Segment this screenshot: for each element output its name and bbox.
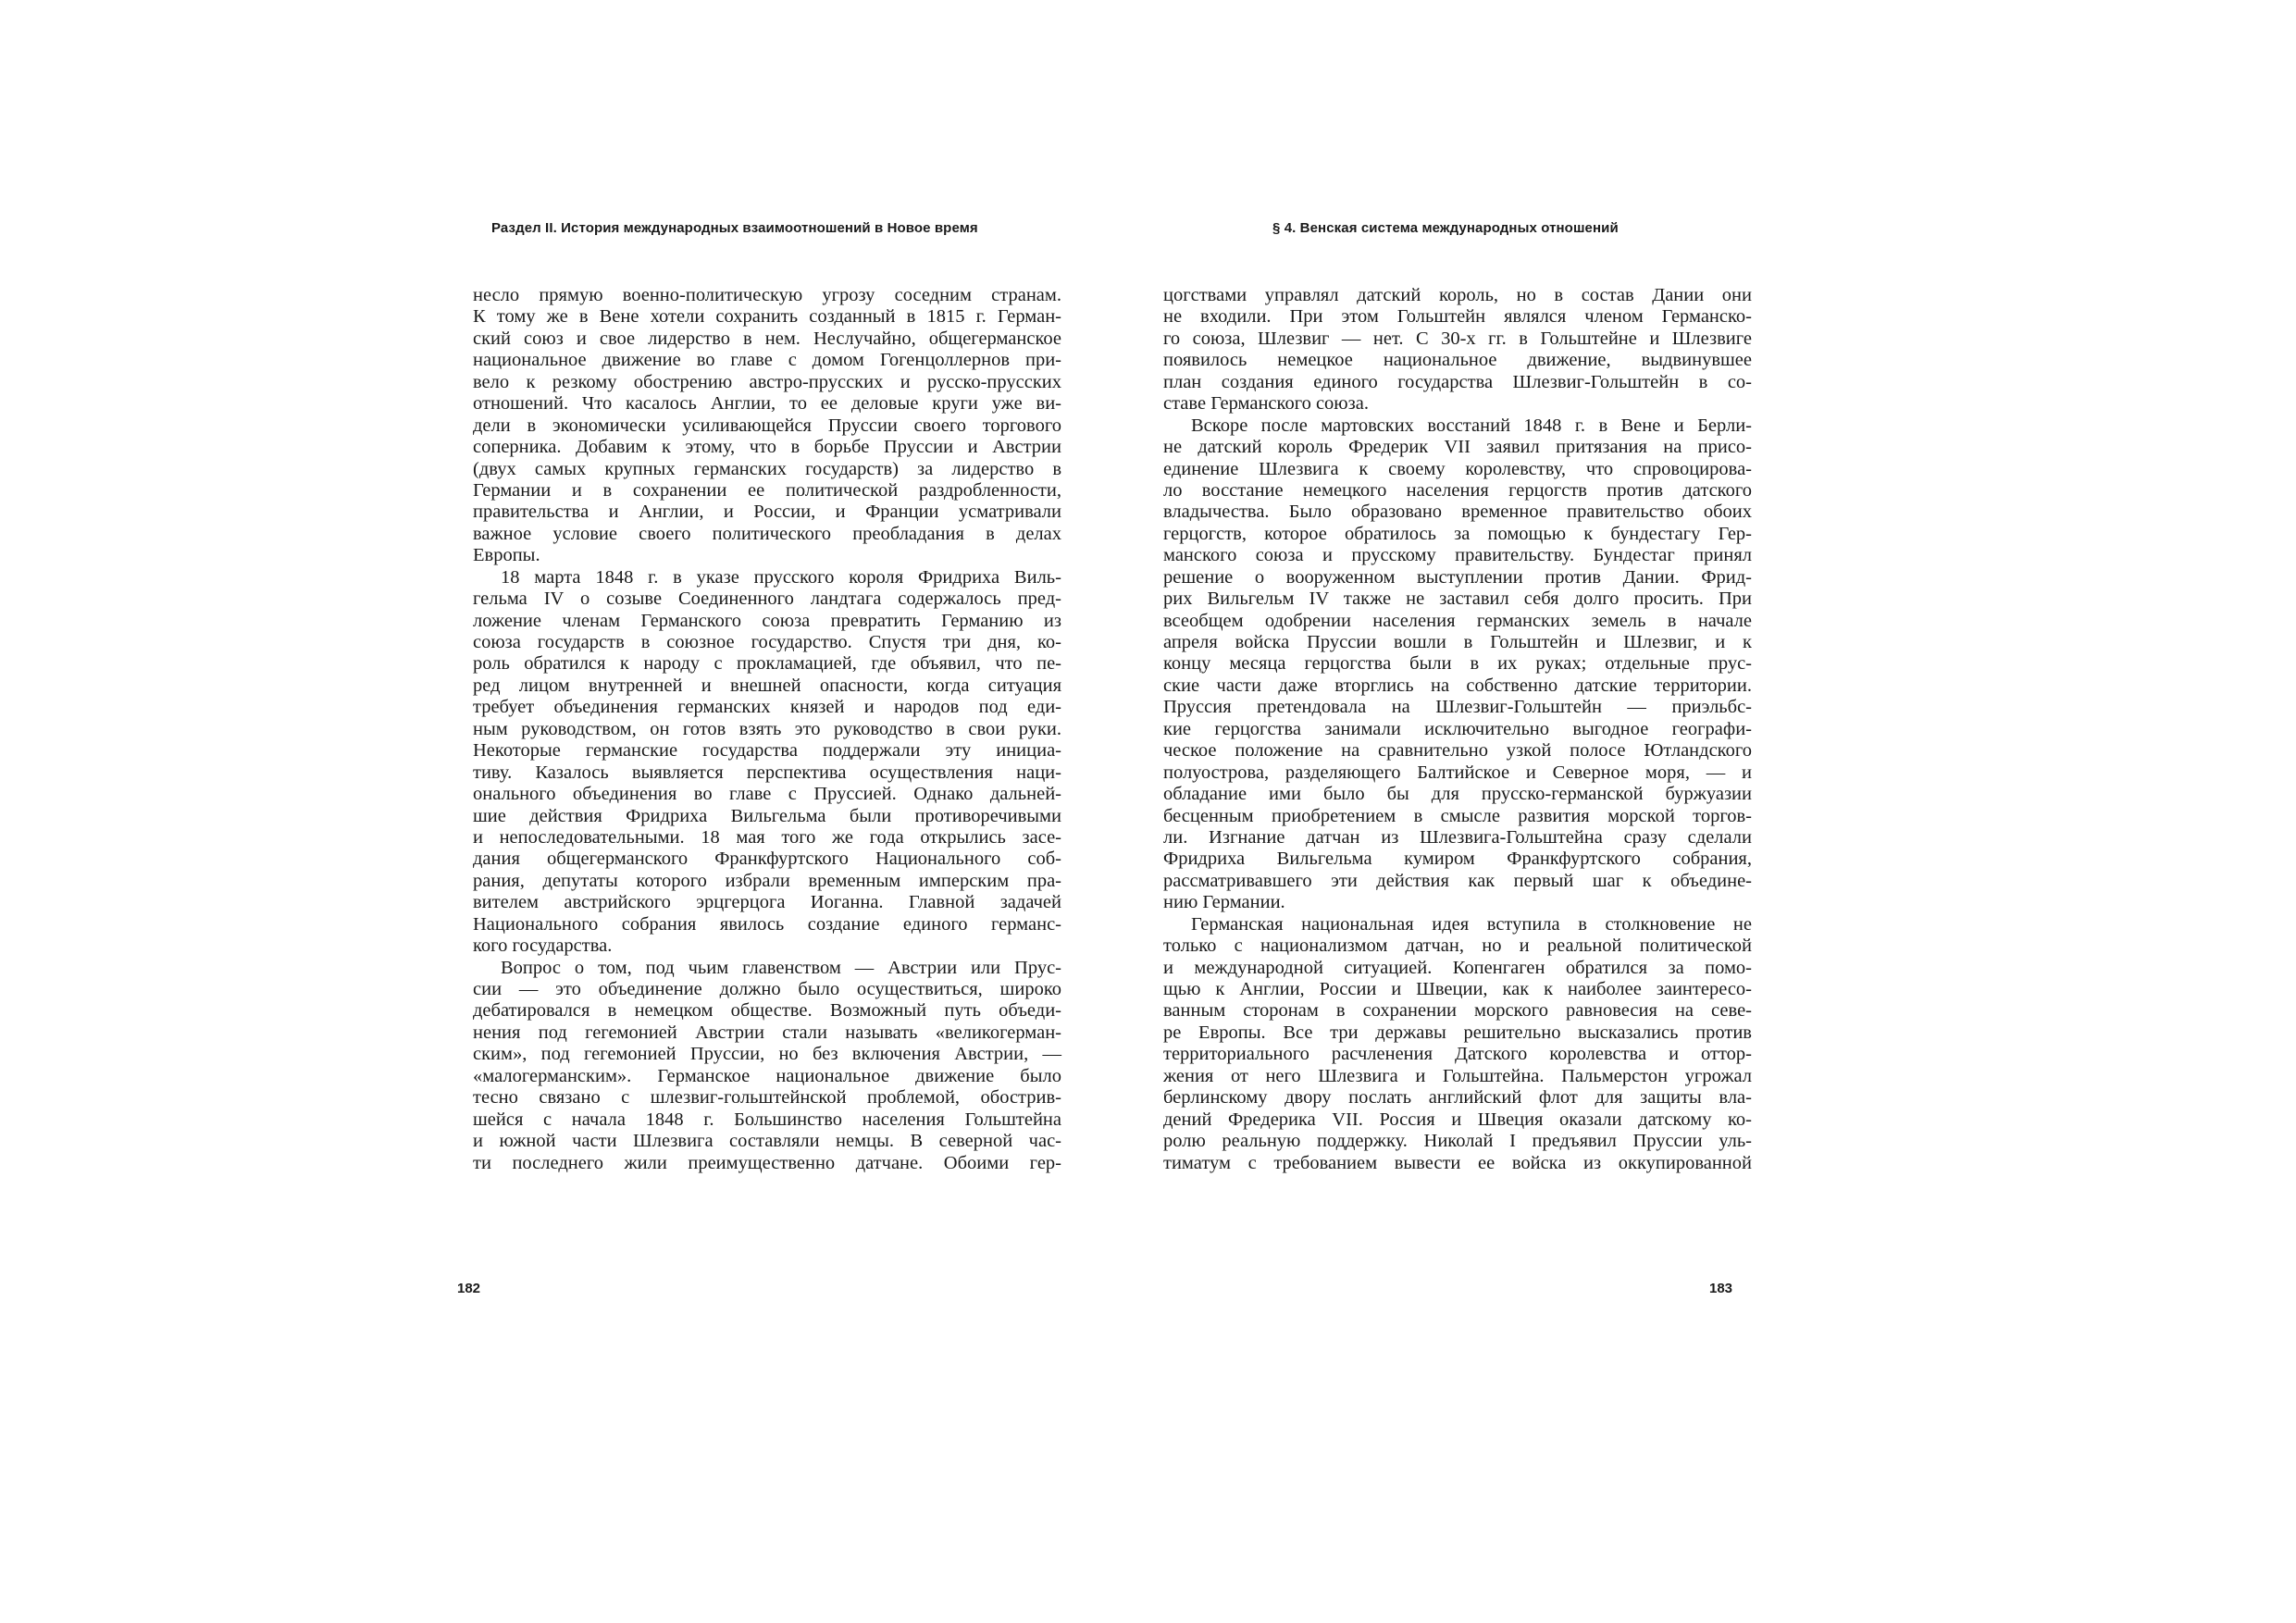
text-line: Германии и в сохранении ее политической раздробленности, — [473, 479, 1061, 501]
text-line: ский союз и свое лидерство в нем. Неслучайно, общегерманское — [473, 328, 1061, 349]
text-line: рассматривавшего эти действия как первый шаг к объедине- — [1163, 870, 1752, 891]
text-line: ли. Изгнание датчан из Шлезвига-Гольштейна сразу сделали — [1163, 826, 1752, 848]
text-line: важное условие своего политического преобладания в делах — [473, 523, 1061, 544]
text-line: дебатировался в немецком обществе. Возможный путь объеди- — [473, 1000, 1061, 1022]
text-line: ти последнего жили преимущественно датчане. Обоими гер- — [473, 1152, 1061, 1173]
text-line: не входили. При этом Гольштейн являлся членом Германско- — [1163, 306, 1752, 328]
text-line: отношений. Что касалось Англии, то ее деловые круги уже ви- — [473, 393, 1061, 415]
text-line: (двух самых крупных германских государств) за лидерство в — [473, 458, 1061, 479]
right-body-text — [1163, 285, 1752, 1174]
text-line: правительства и Англии, и России, и Франции усматривали — [473, 502, 1061, 523]
right-page — [1148, 0, 2296, 1623]
text-line: и непоследовательными. 18 мая того же года открылись засе- — [473, 826, 1061, 848]
text-line: ским», под гегемонией Пруссии, но без включения Австрии, — — [473, 1044, 1061, 1065]
text-line: гельма IV о созыве Соединенного ландтага содержалось пред- — [473, 588, 1061, 610]
text-line: герцогств, которое обратилось за помощью к бундестагу Гер- — [1163, 523, 1752, 544]
text-line: бесценным приобретением в смысле развития морской торгов- — [1163, 805, 1752, 826]
text-line: дений Фредерика VII. Россия и Швеция оказали датскому ко- — [1163, 1109, 1752, 1130]
text-line: Национального собрания явилось создание единого германс- — [473, 913, 1061, 935]
text-line: только с национализмом датчан, но и реальной политической — [1163, 935, 1752, 957]
text-line: владычества. Было образовано временное правительство обоих — [1163, 502, 1752, 523]
text-line: сии — это объединение должно было осуществиться, широко — [473, 979, 1061, 999]
text-line: берлинскому двору послать английский флот для защиты вла- — [1163, 1087, 1752, 1109]
text-line: ложение членам Германского союза превратить Германию из — [473, 610, 1061, 631]
text-line: всеобщем одобрении населения германских земель в начале — [1163, 610, 1752, 631]
text-line: обладание ими было бы для прусско-германской буржуазии — [1163, 784, 1752, 805]
text-line: Пруссия претендовала на Шлезвиг-Гольштейн — приэльбс- — [1163, 697, 1752, 718]
text-line: тесно связано с шлезвиг-гольштейнской проблемой, обострив- — [473, 1087, 1061, 1109]
text-line: ре Европы. Все три державы решительно высказались против — [1163, 1022, 1752, 1043]
text-line: и южной части Шлезвига составляли немцы. В северной час- — [473, 1131, 1061, 1152]
text-line: ред лицом внутренней и внешней опасности, когда ситуация — [473, 675, 1061, 696]
text-line: вителем австрийского эрцгерцога Иоганна. Главной задачей — [473, 892, 1061, 913]
text-line: и международной ситуацией. Копенгаген обратился за помо- — [1163, 957, 1752, 978]
text-line: щью к Англии, России и Швеции, как к наиболее заинтересо- — [1163, 979, 1752, 999]
text-line: концу месяца герцогства были в их руках; отдельные прус- — [1163, 653, 1752, 675]
text-line: роль обратился к народу с прокламацией, где объявил, что пе- — [473, 653, 1061, 675]
text-line: ванным сторонам в сохранении морского равновесия на севе- — [1163, 1000, 1752, 1022]
text-line: апреля войска Пруссии вошли в Гольштейн и Шлезвиг, и к — [1163, 632, 1752, 652]
text-line: шие действия Фридриха Вильгельма были противоречивыми — [473, 805, 1061, 826]
text-line: Фридриха Вильгельма кумиром Франкфуртского собрания, — [1163, 849, 1752, 870]
text-line: несло прямую военно-политическую угрозу соседним странам. — [473, 285, 1061, 305]
text-line: полуострова, разделяющего Балтийское и Северное моря, — и — [1163, 762, 1752, 783]
text-line: 18 марта 1848 г. в указе прусского короля Фридриха Виль- — [501, 566, 1061, 588]
text-line: ролю реальную поддержку. Николай I предъявил Пруссии уль- — [1163, 1131, 1752, 1152]
text-line: территориального расчленения Датского королевства и оттор- — [1163, 1044, 1752, 1065]
text-line: Вскоре после мартовских восстаний 1848 г. в Вене и Берли- — [1191, 415, 1752, 436]
text-line: кие герцогства занимали исключительно выгодное географи- — [1163, 718, 1752, 739]
text-line: онального объединения во главе с Пруссией. Однако дальней- — [473, 784, 1061, 805]
text-line: соперника. Добавим к этому, что в борьбе Пруссии и Австрии — [473, 437, 1061, 458]
text-line: манского союза и прусскому правительству. Бундестаг принял — [1163, 545, 1752, 566]
text-line: ские части даже вторглись на собственно датские территории. — [1163, 675, 1752, 696]
text-line: ло восстание немецкого населения герцогств против датского — [1163, 479, 1752, 501]
text-line: тиву. Казалось выявляется перспектива осуществления наци- — [473, 762, 1061, 783]
text-line: дания общегерманского Франкфуртского Национального соб- — [473, 849, 1061, 870]
text-line: решение о вооруженном выступлении против Дании. Фрид- — [1163, 566, 1752, 588]
text-line: Европы. — [473, 545, 540, 566]
text-line: рих Вильгельм IV также не заставил себя долго просить. При — [1163, 588, 1752, 610]
text-line: единение Шлезвига к своему королевству, что спровоцирова- — [1163, 458, 1752, 479]
text-line: кого государства. — [473, 935, 613, 957]
text-line: го союза, Шлезвиг — нет. С 30-х гг. в Гольштейне и Шлезвиге — [1163, 328, 1752, 349]
text-line: шейся с начала 1848 г. Большинство населения Гольштейна — [473, 1109, 1061, 1130]
text-line: «малогерманским». Германское национальное движение было — [473, 1065, 1061, 1086]
text-line: ческое положение на сравнительно узкой полосе Ютландского — [1163, 740, 1752, 762]
text-line: цогствами управлял датский король, но в состав Дании они — [1163, 285, 1752, 305]
text-line: дели в экономически усиливающейся Пруссии своего торгового — [473, 415, 1061, 436]
text-line: ставе Германского союза. — [1163, 393, 1369, 415]
page-number-right: 183 — [1709, 1281, 1733, 1296]
text-line: Вопрос о том, под чьим главенством — Австрии или Прус- — [501, 957, 1061, 978]
text-line: требует объединения германских князей и народов под еди- — [473, 697, 1061, 718]
page-number-left: 182 — [457, 1281, 481, 1296]
text-line: вело к резкому обострению австро-прусских и русско-прусских — [473, 371, 1061, 392]
text-line: К тому же в Вене хотели сохранить созданный в 1815 г. Герман- — [473, 306, 1061, 328]
text-line: жения от него Шлезвига и Гольштейна. Пальмерстон угрожал — [1163, 1065, 1752, 1086]
text-line: тиматум с требованием вывести ее войска из оккупированной — [1163, 1152, 1752, 1173]
text-line: Некоторые германские государства поддержали эту инициа- — [473, 740, 1061, 762]
text-line: не датский король Фредерик VII заявил притязания на присо- — [1163, 437, 1752, 458]
text-line: появилось немецкое национальное движение, выдвинувшее — [1163, 350, 1752, 371]
text-line: национальное движение во главе с домом Гогенцоллернов при- — [473, 350, 1061, 371]
text-line: ным руководством, он готов взять это руководство в свои руки. — [473, 718, 1061, 739]
text-line: нения под гегемонией Австрии стали называть «великогерман- — [473, 1022, 1061, 1043]
text-line: Германская национальная идея вступила в столкновение не — [1191, 913, 1752, 935]
text-line: союза государств в союзное государство. Спустя три дня, ко- — [473, 632, 1061, 652]
text-line: рания, депутаты которого избрали временным имперским пра- — [473, 870, 1061, 891]
running-head-right: § 4. Венская система международных отношений — [1272, 220, 1619, 236]
running-head-left: Раздел II. История международных взаимоотношений в Новое время — [491, 220, 978, 236]
text-line: нию Германии. — [1163, 892, 1285, 913]
left-body-text — [473, 285, 1061, 1174]
text-line: план создания единого государства Шлезвиг-Гольштейн в со- — [1163, 371, 1752, 392]
